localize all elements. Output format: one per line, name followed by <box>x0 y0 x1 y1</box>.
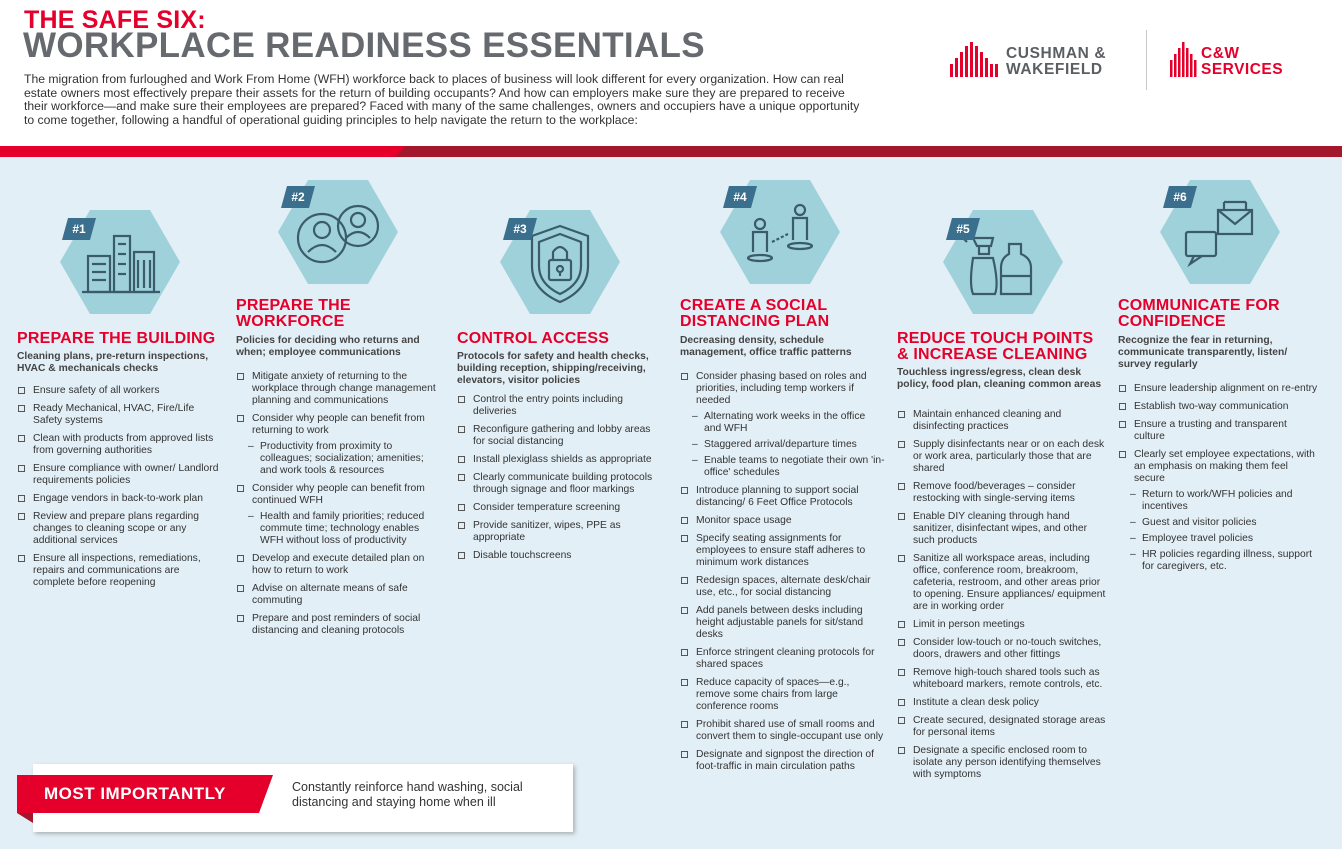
list-item-text: Install plexiglass shields as appropriate <box>473 454 652 465</box>
list-item <box>17 493 222 505</box>
most-importantly-text: Constantly reinforce hand washing, social distancing and staying home when ill <box>292 780 523 809</box>
list-item-text: Consider phasing based on roles and priorities, including temp workers if needed <box>696 371 867 406</box>
list-item-text: Clearly communicate building protocols through signage and floor markings <box>473 472 653 495</box>
column-title-line: CONFIDENCE <box>1118 313 1226 330</box>
list-item-text: Clearly set employee expectations, with an emphasis on making them feel secure <box>1134 449 1315 484</box>
list-item <box>680 719 885 743</box>
column-title-line: REDUCE TOUCH POINTS <box>897 330 1094 347</box>
checkbox-bullet-icon <box>237 585 244 592</box>
list-item <box>236 371 441 407</box>
list-sub-item <box>1118 549 1318 573</box>
logo-services-line-2: SERVICES <box>1201 61 1284 78</box>
checkbox-bullet-icon <box>237 415 244 422</box>
dash-bullet-icon: – <box>1130 517 1136 528</box>
list-item <box>17 463 222 487</box>
list-item-text: Designate and signpost the direction of foot-traffic in main circulation paths <box>696 749 875 772</box>
most-importantly-label: MOST IMPORTANTLY <box>44 784 226 803</box>
cushman-wakefield-logo-icon <box>950 42 1002 82</box>
list-item-text: Return to work/WFH policies and incentives <box>1142 489 1293 512</box>
checkbox-bullet-icon <box>237 555 244 562</box>
column-subtitle-1: Cleaning plans, pre-return inspections, HVAC & mechanicals checks <box>17 351 209 374</box>
list-item <box>236 583 441 607</box>
list-item <box>680 533 885 569</box>
list-item-text: Staggered arrival/departure times <box>704 439 857 450</box>
list-item-text: Ensure safety of all workers <box>33 385 160 396</box>
list-item <box>897 637 1107 661</box>
number-tag-6 <box>1163 186 1197 208</box>
title-line-1: THE SAFE SIX: <box>24 6 206 34</box>
column-title-3 <box>457 331 609 347</box>
checkbox-bullet-icon <box>681 535 688 542</box>
column-title-2 <box>236 298 351 330</box>
number-tag-label: #3 <box>513 222 527 236</box>
checkbox-bullet-icon <box>458 426 465 433</box>
list-item <box>236 553 441 577</box>
list-item <box>680 371 885 407</box>
list-item <box>897 697 1107 709</box>
column-title-line: CONTROL ACCESS <box>457 330 610 347</box>
list-item-text: Develop and execute detailed plan on how to return to work <box>252 553 425 576</box>
number-tag-5 <box>946 218 980 240</box>
list-item <box>680 647 885 671</box>
list-item-text: Productivity from proximity to colleagues; socialization; amenities; and work tools & resources <box>260 441 424 476</box>
checkbox-bullet-icon <box>1119 403 1126 410</box>
checkbox-bullet-icon <box>898 441 905 448</box>
checkbox-bullet-icon <box>898 483 905 490</box>
list-item-text: Clean with products from approved lists from governing authorities <box>33 433 214 456</box>
column-list-6 <box>1118 383 1318 579</box>
logo-divider <box>1146 30 1147 90</box>
checkbox-bullet-icon <box>18 435 25 442</box>
column-title-4 <box>680 298 829 330</box>
column-subtitle-6: Recognize the fear in returning, communicate transparently, listen/ survey regularly <box>1118 335 1288 370</box>
list-item <box>457 520 662 544</box>
column-title-5 <box>897 331 1093 363</box>
list-item <box>1118 449 1318 485</box>
checkbox-bullet-icon <box>18 513 25 520</box>
column-title-1 <box>17 331 215 347</box>
checkbox-bullet-icon <box>18 465 25 472</box>
dash-bullet-icon: – <box>1130 533 1136 544</box>
list-item-text: Create secured, designated storage areas for personal items <box>913 715 1106 738</box>
number-tag-4 <box>723 186 757 208</box>
list-item <box>897 619 1107 631</box>
list-item <box>680 485 885 509</box>
list-item-text: Specify seating assignments for employees to ensure staff adheres to minimum work distances <box>696 533 866 568</box>
list-item-text: Remove high-touch shared tools such as whiteboard markers, remote controls, etc. <box>913 667 1103 690</box>
list-item-text: Add panels between desks including height adjustable panels for sit/stand desks <box>696 605 864 640</box>
list-item <box>680 677 885 713</box>
list-sub-item <box>1118 517 1318 529</box>
list-item-text: Prohibit shared use of small rooms and convert them to single-occupant use only <box>696 719 884 742</box>
checkbox-bullet-icon <box>898 411 905 418</box>
list-item-text: Ready Mechanical, HVAC, Fire/Life Safety systems <box>33 403 195 426</box>
checkbox-bullet-icon <box>1119 385 1126 392</box>
list-item-text: Health and family priorities; reduced commute time; technology enables WFH without loss of productivity <box>260 511 425 546</box>
list-item-text: Institute a clean desk policy <box>913 697 1039 708</box>
checkbox-bullet-icon <box>1119 451 1126 458</box>
list-item-text: Establish two-way communication <box>1134 401 1289 412</box>
list-item-text: Enable DIY cleaning through hand sanitizer, disinfectant wipes, and other such products <box>913 511 1088 546</box>
list-item <box>17 553 222 589</box>
list-item-text: Enforce stringent cleaning protocols for shared spaces <box>696 647 875 670</box>
list-item <box>680 749 885 773</box>
column-list-1 <box>17 385 222 595</box>
checkbox-bullet-icon <box>237 373 244 380</box>
list-item-text: Ensure leadership alignment on re-entry <box>1134 383 1318 394</box>
list-item-text: Sanitize all workspace areas, including office, conference room, breakroom, cafeteria, restroom, and other areas prior to opening. Ensure appliances/ equipment are in working order <box>913 553 1106 612</box>
checkbox-bullet-icon <box>681 577 688 584</box>
list-item <box>457 550 662 562</box>
list-item-text: Consider temperature screening <box>473 502 621 513</box>
checkbox-bullet-icon <box>681 679 688 686</box>
checkbox-bullet-icon <box>18 387 25 394</box>
list-item-text: Control the entry points including deliveries <box>473 394 623 417</box>
list-sub-item <box>1118 533 1318 545</box>
list-item-text: Prepare and post reminders of social distancing and cleaning protocols <box>252 613 421 636</box>
checkbox-bullet-icon <box>458 474 465 481</box>
list-sub-item <box>680 411 885 435</box>
checkbox-bullet-icon <box>18 495 25 502</box>
list-item <box>680 515 885 527</box>
list-item-text: Consider low-touch or no-touch switches, doors, drawers and other fittings <box>913 637 1102 660</box>
column-title-line: PREPARE THE <box>236 297 351 314</box>
list-item-text: Ensure compliance with owner/ Landlord requirements policies <box>33 463 219 486</box>
checkbox-bullet-icon <box>458 396 465 403</box>
list-item <box>680 605 885 641</box>
column-title-line: WORKFORCE <box>236 313 345 330</box>
column-subtitle-4: Decreasing density, schedule management, office traffic patterns <box>680 335 852 358</box>
intro-paragraph: The migration from furloughed and Work From Home (WFH) workforce back to places of business will look different for every organization. How can real estate owners most effectively prepare their assets for the return of building occupants? And how can employers make sure they are prepared to receive their workforce—and make sure their employees are prepared? Faced with many of the same challenges, owners and occupiers have a unique opportunity to come together, following a handful of operational guiding principles to help navigate the return to the workplace: <box>24 72 860 127</box>
list-item-text: Maintain enhanced cleaning and disinfecting practices <box>913 409 1062 432</box>
column-title-line: DISTANCING PLAN <box>680 313 830 330</box>
list-item <box>897 667 1107 691</box>
list-sub-item <box>236 511 441 547</box>
dash-bullet-icon: – <box>692 439 698 450</box>
list-item-text: Ensure all inspections, remediations, repairs and communications are complete before reopening <box>33 553 201 588</box>
column-title-line: PREPARE THE BUILDING <box>17 330 216 347</box>
dash-bullet-icon: – <box>692 411 698 422</box>
checkbox-bullet-icon <box>898 747 905 754</box>
cw-services-logo-icon <box>1170 42 1198 78</box>
checkbox-bullet-icon <box>458 522 465 529</box>
checkbox-bullet-icon <box>898 717 905 724</box>
list-sub-item <box>680 439 885 451</box>
list-item <box>680 575 885 599</box>
checkbox-bullet-icon <box>681 373 688 380</box>
list-item-text: HR policies regarding illness, support for caregivers, etc. <box>1142 549 1312 572</box>
list-item <box>897 745 1107 781</box>
checkbox-bullet-icon <box>681 487 688 494</box>
number-tag-label: #2 <box>291 190 305 204</box>
header <box>0 0 1342 146</box>
checkbox-bullet-icon <box>898 555 905 562</box>
checkbox-bullet-icon <box>458 552 465 559</box>
list-item-text: Limit in person meetings <box>913 619 1025 630</box>
list-item <box>897 511 1107 547</box>
number-tag-label: #1 <box>72 222 86 236</box>
column-list-5 <box>897 409 1107 787</box>
list-item <box>17 511 222 547</box>
dash-bullet-icon: – <box>1130 549 1136 560</box>
logo-services-line-1: C&W <box>1201 45 1240 62</box>
title-line-2: WORKPLACE READINESS ESSENTIALS <box>23 26 705 65</box>
red-band <box>0 146 1342 157</box>
checkbox-bullet-icon <box>18 405 25 412</box>
column-title-6 <box>1118 298 1280 330</box>
list-item-text: Mitigate anxiety of returning to the workplace through change management planning and communications <box>252 371 436 406</box>
number-tag-label: #6 <box>1173 190 1187 204</box>
list-item-text: Reduce capacity of spaces—e.g., remove some chairs from large conference rooms <box>696 677 850 712</box>
list-item-text: Consider why people can benefit from continued WFH <box>252 483 425 506</box>
number-tag-label: #5 <box>956 222 970 236</box>
checkbox-bullet-icon <box>898 621 905 628</box>
checkbox-bullet-icon <box>681 517 688 524</box>
checkbox-bullet-icon <box>898 699 905 706</box>
list-item <box>897 409 1107 433</box>
checkbox-bullet-icon <box>237 485 244 492</box>
dash-bullet-icon: – <box>248 511 254 522</box>
list-item <box>236 413 441 437</box>
list-item-text: Disable touchscreens <box>473 550 572 561</box>
list-item-text: Engage vendors in back-to-work plan <box>33 493 203 504</box>
list-item <box>897 553 1107 613</box>
list-item <box>17 433 222 457</box>
checkbox-bullet-icon <box>1119 421 1126 428</box>
list-item-text: Advise on alternate means of safe commuting <box>252 583 408 606</box>
cw-services-wordmark <box>1201 46 1283 78</box>
list-item <box>1118 419 1318 443</box>
list-item-text: Designate a specific enclosed room to isolate any person identifying themselves with symptoms <box>913 745 1101 780</box>
checkbox-bullet-icon <box>898 513 905 520</box>
list-item-text: Guest and visitor policies <box>1142 517 1257 528</box>
number-tag-1 <box>62 218 96 240</box>
list-item <box>457 472 662 496</box>
list-item-text: Alternating work weeks in the office and WFH <box>704 411 866 434</box>
number-tag-2 <box>281 186 315 208</box>
list-item-text: Introduce planning to support social distancing/ 6 Feet Office Protocols <box>696 485 859 508</box>
column-subtitle-5: Touchless ingress/egress, clean desk policy, food plan, cleaning common areas <box>897 367 1102 390</box>
list-item <box>457 502 662 514</box>
column-subtitle-2: Policies for deciding who returns and when; employee communications <box>236 335 420 358</box>
column-title-line: & INCREASE CLEANING <box>897 346 1088 363</box>
column-title-line: CREATE A SOCIAL <box>680 297 828 314</box>
checkbox-bullet-icon <box>681 751 688 758</box>
list-item-text: Redesign spaces, alternate desk/chair use, etc., for social distancing <box>696 575 871 598</box>
list-item-text: Provide sanitizer, wipes, PPE as appropriate <box>473 520 621 543</box>
checkbox-bullet-icon <box>18 555 25 562</box>
checkbox-bullet-icon <box>458 456 465 463</box>
list-item-text: Ensure a trusting and transparent culture <box>1134 419 1287 442</box>
list-item <box>1118 383 1318 395</box>
checkbox-bullet-icon <box>681 721 688 728</box>
column-title-line: COMMUNICATE FOR <box>1118 297 1280 314</box>
dash-bullet-icon: – <box>692 455 698 466</box>
column-list-3 <box>457 394 662 568</box>
list-item <box>897 439 1107 475</box>
list-item <box>17 385 222 397</box>
list-item-text: Employee travel policies <box>1142 533 1254 544</box>
checkbox-bullet-icon <box>681 649 688 656</box>
checkbox-bullet-icon <box>237 615 244 622</box>
list-item <box>457 454 662 466</box>
list-item <box>897 715 1107 739</box>
number-tag-label: #4 <box>733 190 747 204</box>
dash-bullet-icon: – <box>248 441 254 452</box>
checkbox-bullet-icon <box>681 607 688 614</box>
cushman-wakefield-wordmark <box>1006 46 1106 78</box>
list-item <box>1118 401 1318 413</box>
list-item-text: Enable teams to negotiate their own 'in-office' schedules <box>704 455 885 478</box>
list-item <box>236 483 441 507</box>
column-subtitle-3: Protocols for safety and health checks, building reception, shipping/receiving, elevators, visitor policies <box>457 351 649 386</box>
list-item-text: Remove food/beverages – consider restocking with single-serving items <box>913 481 1076 504</box>
checkbox-bullet-icon <box>898 639 905 646</box>
column-list-2 <box>236 371 441 643</box>
column-list-4 <box>680 371 885 779</box>
list-sub-item <box>680 455 885 479</box>
list-item-text: Supply disinfectants near or on each desk or work area, particularly those that are shared <box>913 439 1105 474</box>
number-tag-3 <box>503 218 537 240</box>
list-item <box>897 481 1107 505</box>
list-sub-item <box>1118 489 1318 513</box>
checkbox-bullet-icon <box>898 669 905 676</box>
checkbox-bullet-icon <box>458 504 465 511</box>
list-item <box>457 394 662 418</box>
dash-bullet-icon: – <box>1130 489 1136 500</box>
list-item-text: Reconfigure gathering and lobby areas for social distancing <box>473 424 651 447</box>
list-item <box>457 424 662 448</box>
list-item-text: Monitor space usage <box>696 515 792 526</box>
list-item-text: Review and prepare plans regarding changes to cleaning scope or any additional services <box>33 511 199 546</box>
list-sub-item <box>236 441 441 477</box>
list-item <box>17 403 222 427</box>
logo-cw-line-2: WAKEFIELD <box>1006 61 1103 78</box>
list-item-text: Consider why people can benefit from returning to work <box>252 413 425 436</box>
list-item <box>236 613 441 637</box>
logo-cw-line-1: CUSHMAN & <box>1006 45 1107 62</box>
